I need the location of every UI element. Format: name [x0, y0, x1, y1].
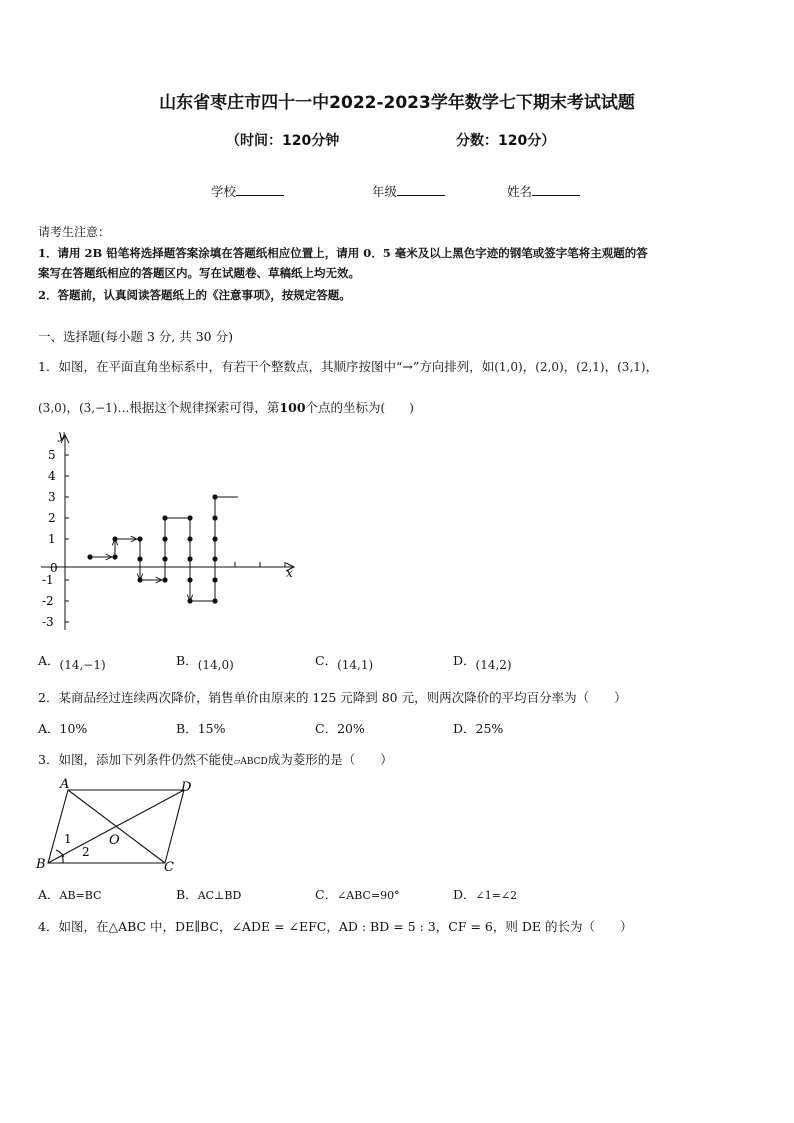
- option-value: 20%: [337, 721, 365, 736]
- option-value: 25%: [475, 721, 504, 736]
- option-value: (14,1): [337, 658, 374, 672]
- q3-option-d[interactable]: [453, 885, 517, 903]
- option-value: (14,−1): [59, 658, 106, 672]
- q1-option-a[interactable]: [38, 651, 106, 672]
- q1-text-a: 1．如图，在平面直角坐标系中，有若干个整数点，其顺序按图中“→”方向排列，如: [38, 359, 495, 374]
- page-title: 山东省枣庄市四十一中2022-2023学年数学七下期末考试试题: [159, 93, 635, 113]
- angle-2-label: 2: [82, 845, 90, 859]
- q1-point-3: (2,1): [576, 360, 605, 374]
- q1-sep: ，: [522, 359, 536, 374]
- q3-option-a[interactable]: [38, 885, 101, 903]
- option-letter: B．: [176, 721, 198, 736]
- integer-points: [87, 494, 217, 603]
- q2-text: 2．某商品经过连续两次降价，销售单价由原来的 125 元降到 80 元，则两次降价的平均百分率为（ ）: [38, 690, 627, 705]
- option-letter: C．: [315, 653, 338, 668]
- q1-text-c: 个点的坐标为: [305, 400, 381, 415]
- q3-text: [38, 750, 393, 768]
- option-value: ∠1=∠2: [475, 889, 518, 902]
- q1-sep: ，: [604, 359, 618, 374]
- y-tick-label: 2: [48, 511, 56, 525]
- option-letter: B．: [176, 653, 198, 668]
- option-letter: D．: [453, 887, 476, 902]
- school-blank[interactable]: [236, 183, 284, 196]
- option-letter: A．: [38, 887, 60, 902]
- vertex-a-label: A: [60, 777, 70, 792]
- x-axis-label: x: [286, 566, 293, 580]
- option-letter: C．: [315, 887, 338, 902]
- y-tick-label: -2: [42, 594, 54, 608]
- q3-parallelogram-figure: [34, 776, 204, 876]
- q1-point-1: (1,0): [494, 360, 523, 374]
- center-o-label: O: [109, 833, 120, 848]
- option-letter: A．: [38, 653, 60, 668]
- grade-blank[interactable]: [397, 183, 445, 196]
- vertex-d-label: D: [181, 780, 192, 795]
- q1-sep: ，: [563, 359, 577, 374]
- notice-item-2: 2．答题前，认真阅读答题纸上的《注意事项》，按规定答题。: [38, 288, 351, 302]
- angle-2-arc: [62, 856, 63, 863]
- notice-item-1-line-2: 案写在答题纸相应的答题区内。写在试题卷、草稿纸上均无效。: [38, 266, 360, 280]
- q1-line-2: [38, 398, 414, 416]
- q3-parallelogram-name: ▱ABCD: [233, 757, 268, 767]
- y-tick-label: 4: [48, 469, 56, 483]
- angle-1-label: 1: [64, 832, 72, 846]
- q1-coordinate-graph: [36, 425, 306, 640]
- option-value: (14,2): [475, 658, 512, 672]
- q1-ellipsis: ...: [117, 400, 130, 415]
- exam-score: 分数：120分）: [456, 133, 556, 149]
- vertex-b-label: B: [36, 857, 46, 872]
- q2-option-b[interactable]: [176, 719, 225, 737]
- q3-text-b: 成为菱形的是（ ）: [267, 752, 393, 767]
- q1-text-b: 根据这个规律探索可得，第: [129, 400, 280, 415]
- option-letter: B．: [176, 887, 198, 902]
- y-tick-label: 5: [48, 448, 56, 462]
- q2-option-a[interactable]: [38, 719, 87, 737]
- q1-option-c[interactable]: [315, 651, 374, 672]
- option-value: ∠ABC=90°: [337, 889, 400, 902]
- option-value: 15%: [197, 721, 226, 736]
- q1-line-1: [38, 357, 658, 375]
- grade-label: 年级: [372, 184, 398, 199]
- y-tick-label: 1: [48, 532, 56, 546]
- q1-point-5: (3,0): [38, 401, 67, 415]
- diagonal-bd: [48, 790, 184, 863]
- q4-text: 4．如图，在△ABC 中，DE∥BC，∠ADE = ∠EFC，AD : BD = 5 : 3，CF = 6，则 DE 的长为（ ）: [38, 919, 633, 934]
- notice-heading: 请考生注意：: [38, 225, 111, 239]
- grade-field: [372, 182, 445, 200]
- option-letter: D．: [453, 653, 476, 668]
- school-field: [211, 182, 284, 200]
- vertex-c-label: C: [164, 860, 174, 875]
- name-label: 姓名: [507, 184, 533, 199]
- name-blank[interactable]: [532, 183, 580, 196]
- q3-option-b[interactable]: [176, 885, 241, 903]
- option-value: AC⊥BD: [197, 889, 242, 902]
- option-letter: A．: [38, 721, 60, 736]
- q1-point-6: (3,−1): [78, 401, 118, 415]
- q1-point-2: (2,0): [535, 360, 564, 374]
- y-axis-label: y: [58, 428, 65, 442]
- q2-option-d[interactable]: [453, 719, 503, 737]
- y-tick-label: 3: [48, 490, 56, 504]
- q1-answer-paren: ( ): [380, 401, 414, 415]
- q1-point-4: (3,1): [617, 360, 646, 374]
- q2-option-c[interactable]: [315, 719, 365, 737]
- notice-item-1-line-1: 1．请用 2B 铅笔将选择题答案涂填在答题纸相应位置上，请用 0．5 毫米及以上黑色字迹的钢笔或签字笔将主观题的答: [38, 246, 648, 260]
- y-tick-label: -3: [42, 615, 54, 629]
- q3-text-a: 3．如图，添加下列条件仍然不能使: [38, 752, 234, 767]
- q1-sep: ，: [66, 400, 79, 415]
- q1-option-d[interactable]: [453, 651, 512, 672]
- q3-option-c[interactable]: [315, 885, 400, 903]
- option-letter: C．: [315, 721, 338, 736]
- option-value: (14,0): [197, 658, 234, 672]
- option-letter: D．: [453, 721, 476, 736]
- q1-number: 100: [279, 400, 306, 415]
- y-tick-label: -1: [42, 573, 54, 587]
- option-value: AB=BC: [59, 889, 102, 902]
- q1-option-b[interactable]: [176, 651, 234, 672]
- section-heading: 一、选择题(每小题 3 分, 共 30 分): [38, 329, 233, 344]
- school-label: 学校: [211, 184, 237, 199]
- exam-time: （时间：120分钟: [226, 133, 340, 149]
- q1-sep: ，: [645, 359, 659, 374]
- origin-label: 0: [50, 561, 58, 575]
- point-path: [90, 497, 238, 601]
- option-value: 10%: [59, 721, 88, 736]
- name-field: [507, 182, 580, 200]
